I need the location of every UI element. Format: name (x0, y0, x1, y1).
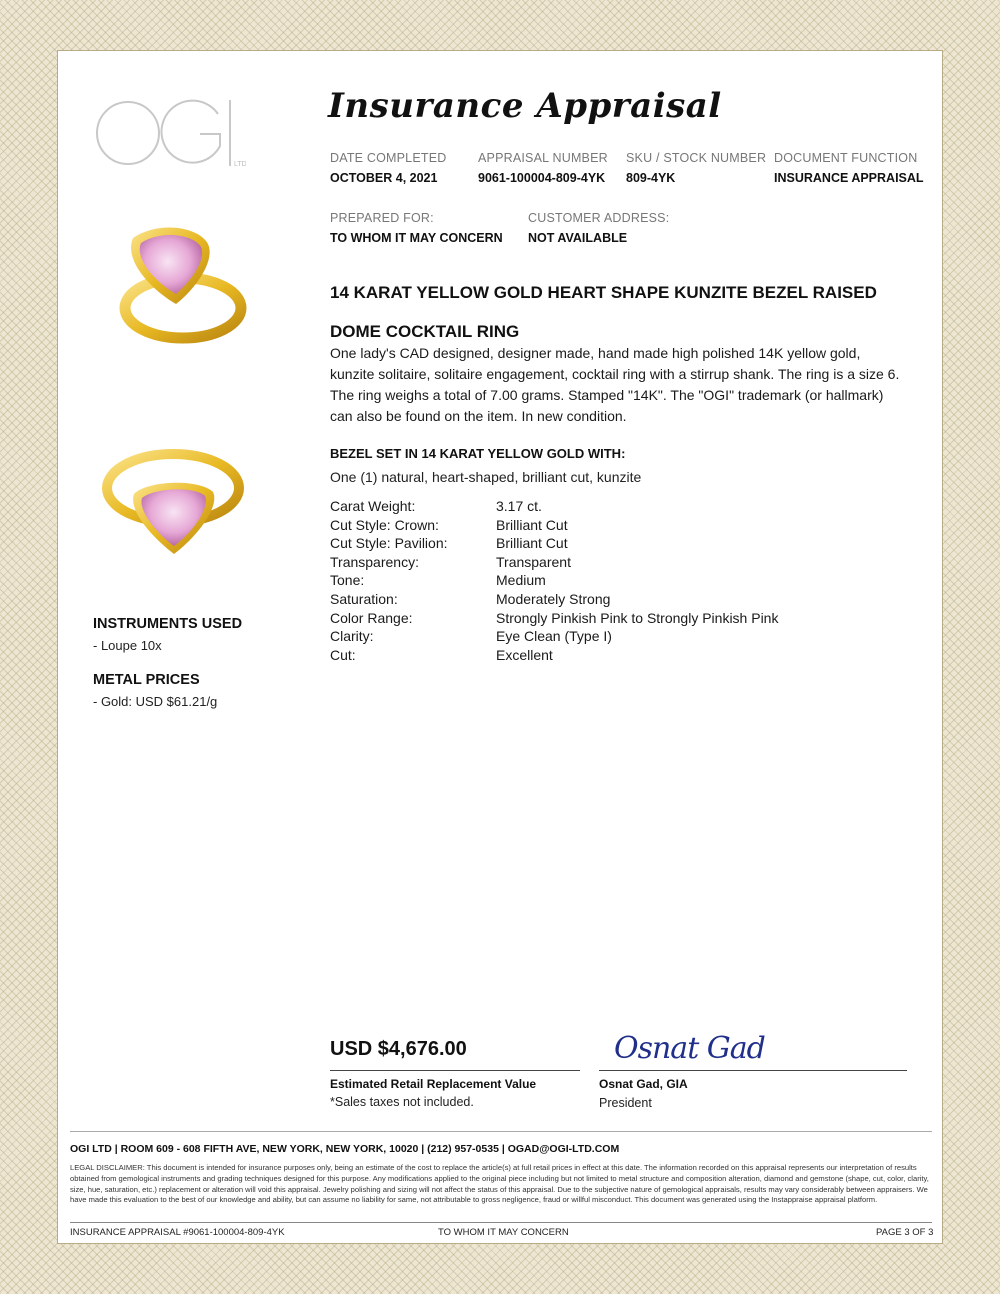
spec-value: 3.17 ct. (496, 498, 542, 514)
appraisal-sheet (57, 50, 943, 1244)
meta-sku (626, 151, 766, 185)
address-value: NOT AVAILABLE (528, 231, 628, 245)
signature: Osnat Gad (614, 1031, 765, 1066)
company-address: OGI LTD | ROOM 609 - 608 FIFTH AVE, NEW YORK, NEW YORK, 10020 | (212) 957-0535 | OGAD@OGI-LTD.COM (70, 1143, 620, 1155)
logo-suffix: LTD (234, 161, 246, 168)
gem-specs-table (330, 497, 778, 664)
spec-key: Cut: (330, 646, 356, 663)
prepared-for (330, 211, 503, 245)
meta-value: 809-4YK (626, 171, 676, 185)
spec-key: Cut Style: Pavilion: (330, 535, 448, 552)
spec-value: Moderately Strong (496, 590, 611, 607)
spec-value: Transparent (496, 553, 571, 570)
tax-note: *Sales taxes not included. (330, 1095, 474, 1109)
meta-value: INSURANCE APPRAISAL (774, 171, 924, 185)
spec-row (330, 590, 778, 609)
legal-disclaimer: LEGAL DISCLAIMER: This document is intended for insurance purposes only, being an estimate of the cost to replace the article(s) at full retail prices in effect at this date. The information recorded on this appraisal represents our interpretation of results obtained from gemological instruments and grading techniques designed for this purpose. Any modifications applied to the original piece including but not limited to metal structure and composition alteration, diamond and gemstone (shape, cut, color, clarity, size, hue, saturation, etc.) replacement or alteration will void this appraisal. Jewelry polishing and sizing will not affect the status of this appraisal. Due to the subjective nature of gemological appraisals, results may vary considerably between appraisers. We have made this evaluation to the best of our knowledge and ability, but can assume no liability for same, not attributable to gross negligence, fraud or willful misconduct. This document was generated using the Instappraise appraisal platform. (70, 1163, 929, 1205)
spec-row (330, 627, 778, 646)
spec-key: Tone: (330, 572, 365, 589)
customer-address (528, 211, 669, 245)
price-divider (330, 1070, 580, 1071)
spec-key: Saturation: (330, 590, 398, 607)
metal-heading: METAL PRICES (93, 672, 200, 688)
appraised-value: USD $4,676.00 (330, 1038, 467, 1060)
page-number: PAGE 3 OF 3 (876, 1227, 934, 1238)
spec-key: Color Range: (330, 609, 413, 626)
spec-row (330, 609, 778, 628)
signature-line (599, 1070, 907, 1071)
spec-key: Clarity: (330, 628, 374, 645)
setting-subheading: BEZEL SET IN 14 KARAT YELLOW GOLD WITH: (330, 446, 626, 461)
prepared-value: TO WHOM IT MAY CONCERN (330, 231, 503, 245)
spec-value: Strongly Pinkish Pink to Strongly Pinkish Pink (496, 609, 779, 626)
item-description: One lady's CAD designed, designer made, hand made high polished 14K yellow gold, kunzite solitaire, solitaire engagement, cocktail ring with a stirrup shank. The ring is a size 6. The ring weighs a total of 7.00 grams. Stamped "14K". The "OGI" trademark (or hallmark) can also be found on the item. In new condition. (330, 345, 900, 424)
spec-row (330, 571, 778, 590)
signer-title: President (599, 1096, 652, 1110)
spec-value: Brilliant Cut (496, 516, 568, 533)
document-title: Insurance Appraisal (328, 86, 722, 126)
signer-name: Osnat Gad, GIA (599, 1077, 688, 1091)
meta-appraisal-number (478, 151, 608, 185)
spec-value: Medium (496, 572, 546, 589)
metal-prices-section (93, 672, 217, 709)
gem-description: One (1) natural, heart-shaped, brilliant cut, kunzite (330, 469, 642, 485)
spec-row (330, 646, 778, 665)
spec-row (330, 553, 778, 572)
meta-label: SKU / STOCK NUMBER (626, 151, 767, 165)
meta-label: APPRAISAL NUMBER (478, 151, 608, 165)
meta-date (330, 151, 446, 185)
meta-label: DOCUMENT FUNCTION (774, 151, 918, 165)
spec-key: Transparency: (330, 553, 419, 570)
footer-divider (70, 1131, 932, 1132)
meta-label: DATE COMPLETED (330, 151, 447, 165)
metal-item: - Gold: USD $61.21/g (93, 694, 218, 709)
prepared-label: PREPARED FOR: (330, 211, 434, 225)
address-label: CUSTOMER ADDRESS: (528, 211, 670, 225)
bottom-divider (70, 1222, 932, 1223)
spec-row (330, 497, 778, 516)
instruments-section (93, 616, 242, 653)
spec-value: Brilliant Cut (496, 535, 568, 552)
spec-row (330, 516, 778, 535)
spec-key: Cut Style: Crown: (330, 516, 439, 533)
price-label: Estimated Retail Replacement Value (330, 1077, 537, 1091)
ring-image-bottom (98, 436, 248, 576)
instruments-heading: INSTRUMENTS USED (93, 616, 243, 632)
meta-value: 9061-100004-809-4YK (478, 171, 606, 185)
ring-image-top (98, 216, 248, 356)
item-title: 14 KARAT YELLOW GOLD HEART SHAPE KUNZITE BEZEL RAISED DOME COCKTAIL RING (330, 283, 877, 341)
meta-document-function (774, 151, 924, 185)
spec-row (330, 534, 778, 553)
spec-key: Carat Weight: (330, 498, 416, 514)
meta-value: OCTOBER 4, 2021 (330, 171, 438, 185)
ogi-logo (96, 96, 246, 176)
spec-value: Eye Clean (Type I) (496, 628, 612, 645)
spec-value: Excellent (496, 646, 553, 663)
footer-appraisal-ref: INSURANCE APPRAISAL #9061-100004-809-4YK (70, 1227, 285, 1238)
footer-recipient: TO WHOM IT MAY CONCERN (438, 1227, 569, 1238)
instruments-item: - Loupe 10x (93, 638, 162, 653)
